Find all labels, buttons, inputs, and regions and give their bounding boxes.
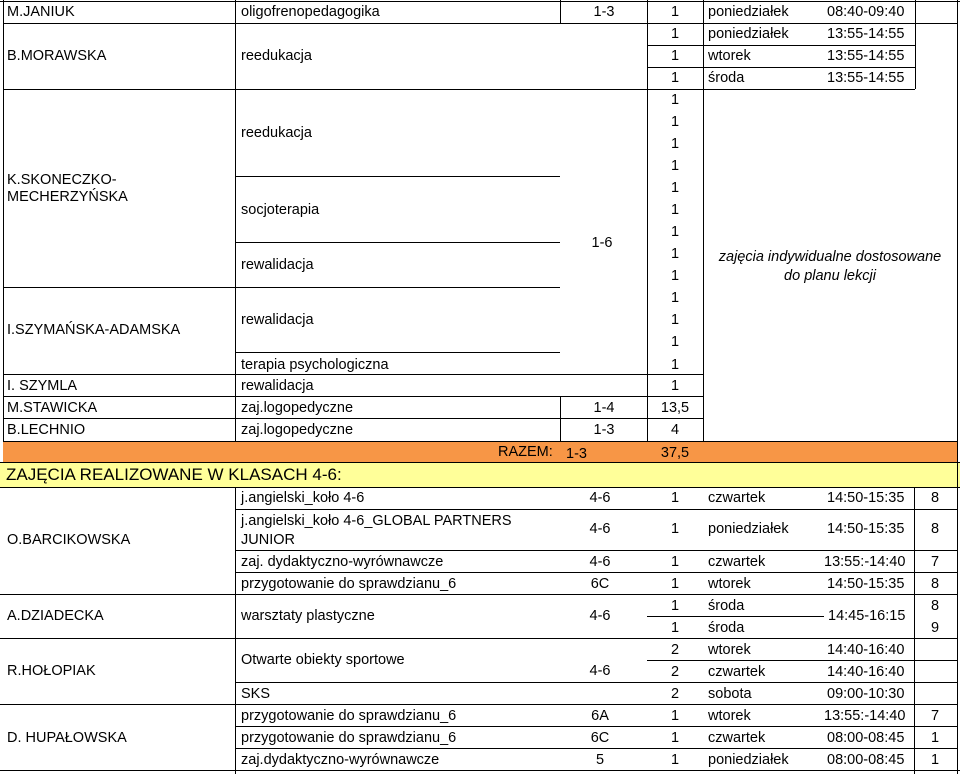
class-range: 6C xyxy=(590,576,610,592)
subject-name: SKS xyxy=(241,686,271,702)
hours-value: 1 xyxy=(670,202,680,218)
subject-name: warsztaty plastyczne xyxy=(241,608,375,624)
day-name: poniedziałek xyxy=(708,521,789,537)
lesson-number: 1 xyxy=(930,752,940,768)
hours-value: 1 xyxy=(670,490,680,506)
hours-value: 2 xyxy=(670,664,680,680)
class-range: 1-4 xyxy=(593,400,615,416)
total-hours: 37,5 xyxy=(660,445,690,461)
time-range: 08:00-08:45 xyxy=(827,752,905,768)
hours-value: 1 xyxy=(670,4,680,20)
hours-value: 1 xyxy=(670,730,680,746)
subject-name: zaj.logopedyczne xyxy=(241,422,354,438)
hours-value: 1 xyxy=(670,92,680,108)
teacher-name: D. HUPAŁOWSKA xyxy=(7,730,127,746)
class-range: 4-6 xyxy=(589,608,611,624)
time-range: 14:45-16:15 xyxy=(828,608,906,624)
hours-value: 13,5 xyxy=(660,400,690,416)
subject-name: rewalidacja xyxy=(241,257,314,273)
subject-name: zaj.dydaktyczno-wyrównawcze xyxy=(241,752,440,768)
day-name: czwartek xyxy=(708,730,766,746)
day-name: poniedziałek xyxy=(708,4,789,20)
teacher-name: MECHERZYŃSKA xyxy=(7,189,128,205)
teacher-name: R.HOŁOPIAK xyxy=(7,663,96,679)
lesson-number: 8 xyxy=(930,521,940,537)
time-range: 14:50-15:35 xyxy=(827,521,905,537)
day-name: wtorek xyxy=(708,576,751,592)
note-line: zajęcia indywidualne dostosowane xyxy=(718,249,942,265)
day-name: czwartek xyxy=(708,554,766,570)
class-range: 5 xyxy=(595,752,605,768)
day-name: poniedziałek xyxy=(708,752,789,768)
class-range: 4-6 xyxy=(589,554,611,570)
day-name: wtorek xyxy=(708,48,751,64)
hours-value: 1 xyxy=(670,26,680,42)
time-range: 13:55:-14:40 xyxy=(824,554,906,570)
subject-name: przygotowanie do sprawdzianu_6 xyxy=(241,708,457,724)
subject-name: j.angielski_koło 4-6_GLOBAL PARTNERS JUNIOR xyxy=(241,513,512,548)
subject-name: rewalidacja xyxy=(241,378,314,394)
time-range: 14:50-15:35 xyxy=(827,490,905,506)
hours-value: 1 xyxy=(670,521,680,537)
class-range: 4-6 xyxy=(589,521,611,537)
hours-value: 1 xyxy=(670,158,680,174)
hours-value: 1 xyxy=(670,48,680,64)
teacher-name: I. SZYMLA xyxy=(7,378,78,394)
teacher-name: B.MORAWSKA xyxy=(7,48,107,64)
hours-value: 1 xyxy=(670,312,680,328)
subject-name: reedukacja xyxy=(241,48,312,64)
day-name: poniedziałek xyxy=(708,26,789,42)
class-range: 6C xyxy=(590,730,610,746)
lesson-number: 8 xyxy=(930,598,940,614)
class-range: 4-6 xyxy=(589,490,611,506)
hours-value: 4 xyxy=(670,422,680,438)
time-range: 13:55-14:55 xyxy=(827,70,905,86)
subject-name: j.angielski_koło 4-6 xyxy=(241,490,365,506)
day-name: środa xyxy=(708,620,745,636)
total-class-range: 1-3 xyxy=(566,446,587,462)
subject-name: oligofrenopedagogika xyxy=(241,4,380,20)
day-name: środa xyxy=(708,70,745,86)
subject-name: socjoterapia xyxy=(241,202,320,218)
hours-value: 1 xyxy=(670,357,680,373)
lesson-number: 1 xyxy=(930,730,940,746)
teacher-name: M.JANIUK xyxy=(7,4,75,20)
hours-value: 1 xyxy=(670,246,680,262)
class-range: 1-3 xyxy=(593,422,615,438)
lesson-number: 8 xyxy=(930,576,940,592)
class-range: 1-6 xyxy=(591,235,613,251)
subject-name: zaj. dydaktyczno-wyrównawcze xyxy=(241,554,444,570)
lesson-number: 7 xyxy=(930,554,940,570)
lesson-number: 9 xyxy=(930,620,940,636)
day-name: czwartek xyxy=(708,664,766,680)
day-name: sobota xyxy=(708,686,752,702)
subject-name: Otwarte obiekty sportowe xyxy=(241,652,405,668)
time-range: 09:00-10:30 xyxy=(827,686,905,702)
time-range: 08:40-09:40 xyxy=(827,4,905,20)
hours-value: 2 xyxy=(670,686,680,702)
time-range: 14:40-16:40 xyxy=(827,664,905,680)
subject-name: przygotowanie do sprawdzianu_6 xyxy=(241,730,457,746)
subject-name: reedukacja xyxy=(241,125,312,141)
time-range: 13:55-14:55 xyxy=(827,48,905,64)
day-name: wtorek xyxy=(708,708,751,724)
hours-value: 1 xyxy=(670,70,680,86)
note-line: do planu lekcji xyxy=(784,268,876,284)
teacher-name: O.BARCIKOWSKA xyxy=(7,532,131,548)
day-name: środa xyxy=(708,598,745,614)
hours-value: 1 xyxy=(670,752,680,768)
class-range: 1-3 xyxy=(593,4,615,20)
hours-value: 1 xyxy=(670,268,680,284)
lesson-number: 7 xyxy=(930,708,940,724)
hours-value: 1 xyxy=(670,114,680,130)
class-range: 4-6 xyxy=(589,663,611,679)
hours-value: 1 xyxy=(670,378,680,394)
individual-note xyxy=(705,248,955,286)
teacher-name: A.DZIADECKA xyxy=(7,608,104,624)
subject-name: rewalidacja xyxy=(241,312,314,328)
hours-value: 1 xyxy=(670,136,680,152)
hours-value: 1 xyxy=(670,576,680,592)
day-name: wtorek xyxy=(708,642,751,658)
hours-value: 1 xyxy=(670,290,680,306)
time-range: 14:50-15:35 xyxy=(827,576,905,592)
time-range: 13:55:-14:40 xyxy=(824,708,906,724)
day-name: czwartek xyxy=(708,490,766,506)
teacher-name: K.SKONECZKO- xyxy=(7,172,117,188)
teacher-name: I.SZYMAŃSKA-ADAMSKA xyxy=(7,322,181,338)
teacher-name: B.LECHNIO xyxy=(7,422,86,438)
time-range: 13:55-14:55 xyxy=(827,26,905,42)
class-range: 6A xyxy=(591,708,609,724)
time-range: 08:00-08:45 xyxy=(827,730,905,746)
time-range: 14:40-16:40 xyxy=(827,642,905,658)
total-label: RAZEM: xyxy=(498,444,553,460)
section-title: ZAJĘCIA REALIZOWANE W KLASACH 4-6: xyxy=(6,465,342,484)
hours-value: 2 xyxy=(670,642,680,658)
lesson-number: 8 xyxy=(930,490,940,506)
hours-value: 1 xyxy=(670,708,680,724)
subject-name: terapia psychologiczna xyxy=(241,357,389,373)
hours-value: 1 xyxy=(670,598,680,614)
hours-value: 1 xyxy=(670,620,680,636)
hours-value: 1 xyxy=(670,224,680,240)
subject-name: przygotowanie do sprawdzianu_6 xyxy=(241,576,457,592)
teacher-name: M.STAWICKA xyxy=(7,400,98,416)
subject-name: zaj.logopedyczne xyxy=(241,400,354,416)
hours-value: 1 xyxy=(670,334,680,350)
hours-value: 1 xyxy=(670,554,680,570)
hours-value: 1 xyxy=(670,180,680,196)
